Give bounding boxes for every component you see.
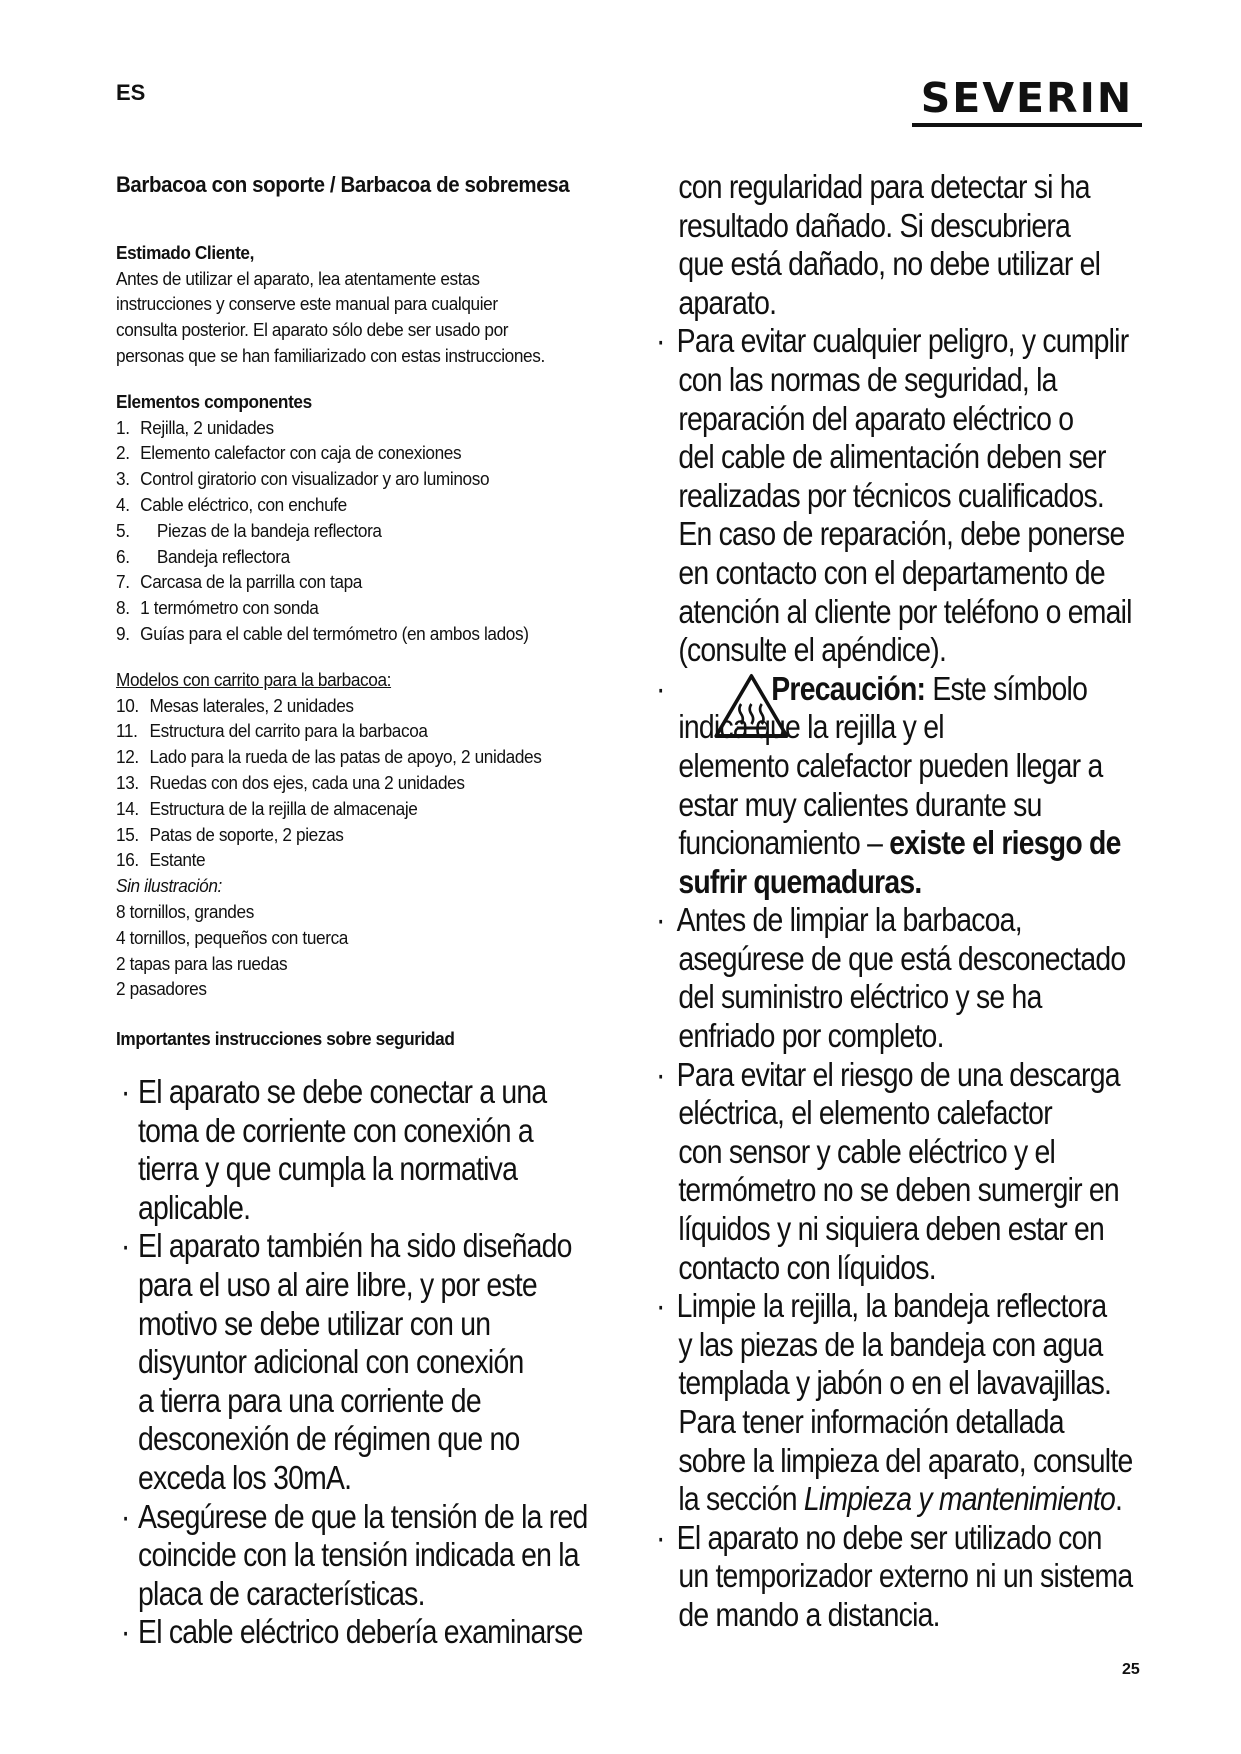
- extra-item: 8 tornillos, grandes: [116, 900, 254, 922]
- text-line: atención al cliente por teléfono o email: [678, 592, 1132, 630]
- text-line: líquidos y ni siquiera deben estar en: [678, 1210, 1105, 1248]
- extra-item: 2 pasadores: [116, 978, 207, 1000]
- list-item: 11. Estructura del carrito para la barbacoa: [116, 720, 428, 742]
- safety-item: · Asegúrese de que la tensión de la red coincide con la tensión indicada en la placa de características.: [120, 1497, 588, 1612]
- no-illustration-label: Sin ilustración:: [116, 875, 222, 897]
- safety-heading: Importantes instrucciones sobre seguridad: [116, 1028, 455, 1050]
- greeting: Estimado Cliente,: [116, 241, 255, 263]
- safety-instructions-left: [120, 1073, 590, 1652]
- safety-item: · El aparato se debe conectar a una toma de corriente con conexión a tierra y que cumpla la normativa aplicable.: [120, 1073, 547, 1226]
- list-item: 5. Piezas de la bandeja reflectora: [116, 519, 382, 541]
- text-line: asegúrese de que está desconectado: [678, 939, 1126, 977]
- text-line: que está dañado, no debe utilizar el: [678, 245, 1101, 283]
- safety-item: · Para evitar el riesgo de una descarga: [655, 1055, 1120, 1093]
- components-list: [116, 415, 600, 647]
- text-line: con sensor y cable eléctrico y el: [678, 1132, 1056, 1170]
- text-line: y las piezas de la bandeja con agua: [678, 1325, 1103, 1363]
- extra-item: 4 tornillos, pequeños con tuerca: [116, 926, 348, 948]
- safety-item: · El cable eléctrico debería examinarse: [120, 1613, 583, 1651]
- hot-surface-warning-icon: [713, 672, 790, 740]
- cart-list: [116, 693, 600, 874]
- cart-heading: Modelos con carrito para la barbacoa:: [116, 668, 392, 690]
- text-line: de mando a distancia.: [678, 1595, 940, 1633]
- safety-item: · El aparato no debe ser utilizado con: [655, 1518, 1102, 1556]
- list-item: 10. Mesas laterales, 2 unidades: [116, 694, 354, 716]
- text-line: templada y jabón o en el lavavajillas.: [678, 1364, 1112, 1402]
- language-code: ES: [116, 80, 146, 105]
- document-title: Barbacoa con soporte / Barbacoa de sobremesa: [116, 172, 570, 197]
- text-line: la sección Limpieza y mantenimiento.: [678, 1480, 1123, 1518]
- intro-line: Antes de utilizar el aparato, lea atentamente estas: [116, 267, 480, 289]
- list-item: 6. Bandeja reflectora: [116, 545, 290, 567]
- list-item: 2. Elemento calefactor con caja de conexiones: [116, 442, 462, 464]
- text-line: con regularidad para detectar si ha: [678, 168, 1090, 205]
- text-line: enfriado por completo.: [678, 1017, 944, 1055]
- safety-item: · Limpie la rejilla, la bandeja reflectora: [655, 1287, 1107, 1325]
- text-line: en contacto con el departamento de: [678, 553, 1105, 591]
- text-line: elemento calefactor pueden llegar a: [678, 746, 1103, 784]
- intro-line: personas que se han familiarizado con estas instrucciones.: [116, 344, 545, 366]
- list-item: 16. Estante: [116, 849, 206, 871]
- text-line: funcionamiento – existe el riesgo de: [678, 824, 1121, 862]
- text-line: del cable de alimentación deben ser: [678, 438, 1106, 476]
- intro-line: instrucciones y conserve este manual para cualquier: [116, 293, 498, 315]
- text-line: indica que la rejilla y el: [678, 708, 944, 746]
- components-heading: Elementos componentes: [116, 390, 312, 412]
- text-line: con las normas de seguridad, la: [678, 360, 1057, 398]
- intro-line: consulta posterior. El aparato sólo debe ser usado por: [116, 319, 509, 341]
- list-item: 8. 1 termómetro con sonda: [116, 597, 319, 619]
- text-line: estar muy calientes durante su: [678, 785, 1042, 823]
- extra-item: 2 tapas para las ruedas: [116, 952, 288, 974]
- text-line: realizadas por técnicos cualificados.: [678, 476, 1105, 514]
- text-line: contacto con líquidos.: [678, 1248, 936, 1286]
- text-line: sufrir quemaduras.: [678, 862, 922, 900]
- list-item: 1. Rejilla, 2 unidades: [116, 416, 274, 438]
- safety-instructions-right: [655, 168, 1184, 1635]
- text-line: aparato.: [678, 283, 777, 321]
- text-line: En caso de reparación, debe ponerse: [678, 515, 1125, 553]
- list-item: 14. Estructura de la rejilla de almacenaje: [116, 797, 418, 819]
- list-item: 9. Guías para el cable del termómetro (en ambos lados): [116, 622, 529, 644]
- text-line: reparación del aparato eléctrico o: [678, 399, 1074, 437]
- caution-block: [655, 669, 1184, 747]
- list-item: 13. Ruedas con dos ejes, cada una 2 unidades: [116, 771, 465, 793]
- page-number: 25: [1122, 1661, 1140, 1678]
- list-item: 7. Carcasa de la parrilla con tapa: [116, 571, 362, 593]
- safety-item: · Antes de limpiar la barbacoa,: [655, 901, 1022, 939]
- text-line: eléctrica, el elemento calefactor: [678, 1094, 1052, 1132]
- text-line: Para tener información detallada: [678, 1403, 1064, 1440]
- text-line: resultado dañado. Si descubriera: [678, 206, 1071, 244]
- text-line: termómetro no se deben sumergir en: [678, 1171, 1119, 1209]
- text-line: sobre la limpieza del aparato, consulte: [678, 1441, 1133, 1479]
- list-item: 12. Lado para la rueda de las patas de apoyo, 2 unidades: [116, 746, 542, 768]
- brand-logo: SEVERIN: [912, 78, 1142, 127]
- left-column: [116, 172, 600, 1052]
- safety-item: · Precaución: Este símbolo: [655, 669, 1088, 707]
- text-line: un temporizador externo ni un sistema: [678, 1557, 1133, 1595]
- safety-item: · Para evitar cualquier peligro, y cumplir: [655, 322, 1129, 360]
- text-line: (consulte el apéndice).: [678, 631, 947, 669]
- list-item: 15. Patas de soporte, 2 piezas: [116, 823, 344, 845]
- text-line: del suministro eléctrico y se ha: [678, 978, 1042, 1016]
- list-item: 3. Control giratorio con visualizador y aro luminoso: [116, 468, 490, 490]
- list-item: 4. Cable eléctrico, con enchufe: [116, 493, 347, 515]
- safety-item: · El aparato también ha sido diseñado para el uso al aire libre, y por este motivo se debe utilizar con un disyuntor adicional con conexión a tierra para una corriente de desconexión de régimen que no exceda los 30mA.: [120, 1227, 572, 1496]
